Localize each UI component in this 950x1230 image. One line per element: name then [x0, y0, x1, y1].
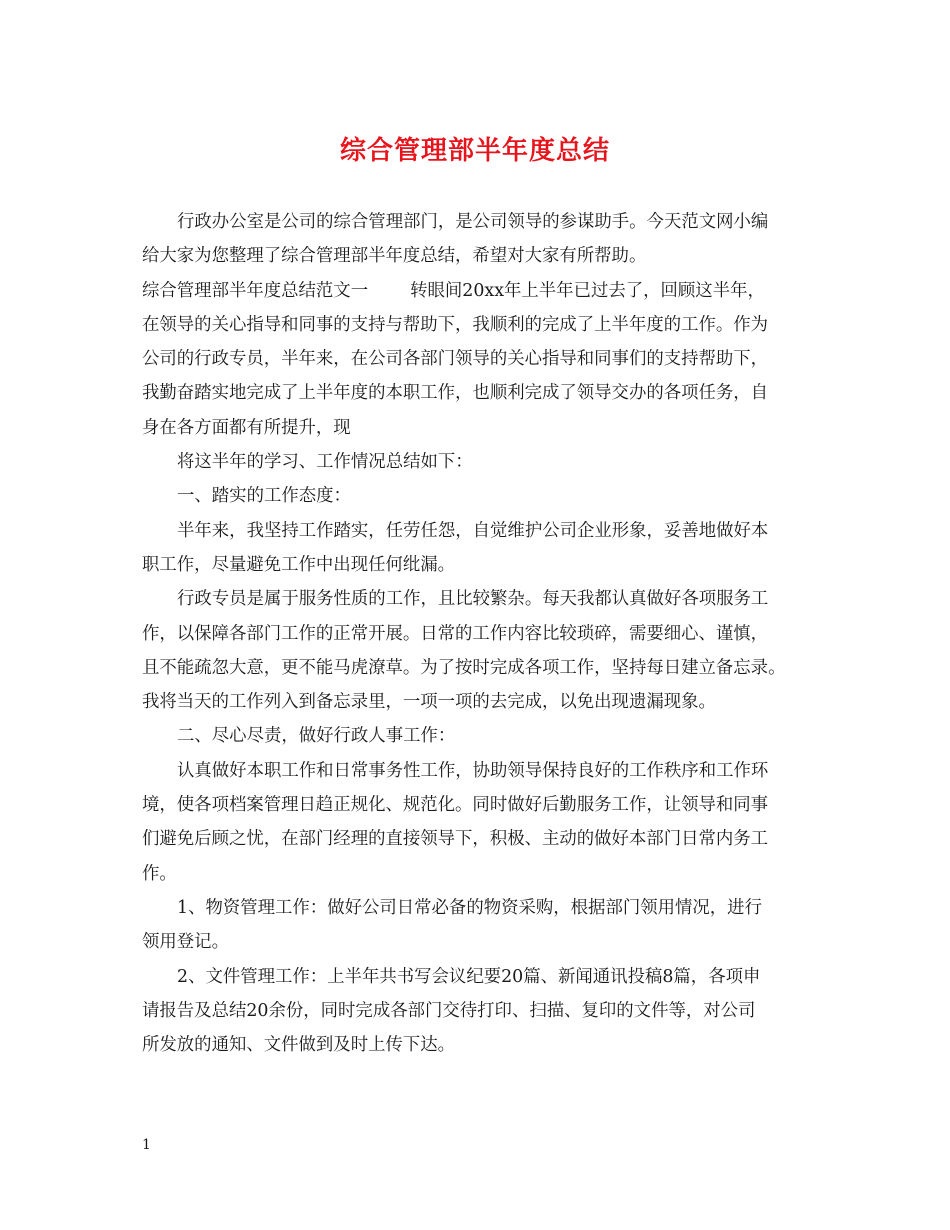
paragraph-text: 转眼间20xx年上半年已过去了，回顾这半年， [410, 280, 765, 301]
document-title: 综合管理部半年度总结 [339, 136, 610, 166]
section-heading: 二、尽心尽责，做好行政人事工作： [177, 726, 456, 747]
paragraph-line: 行政专员是属于服务性质的工作，且比较繁杂。每天我都认真做好各项服务工 [177, 589, 769, 610]
paragraph-line: 们避免后顾之忧，在部门经理的直接领导下，积极、主动的做好本部门日常内务工 [142, 829, 769, 850]
paragraph-line [142, 274, 818, 308]
page-number: 1 [142, 1137, 151, 1153]
paragraph-line: 在领导的关心指导和同事的支持与帮助下，我顺利的完成了上半年度的工作。作为 [142, 314, 769, 335]
paragraph-line: 2、文件管理工作：上半年共书写会议纪要20篇、新闻通讯投稿8篇，各项申 [177, 966, 761, 987]
paragraph-line: 1、物资管理工作：做好公司日常必备的物资采购，根据部门领用情况，进行 [177, 897, 762, 918]
paragraph-line: 将这半年的学习、工作情况总结如下： [177, 452, 473, 473]
paragraph-line: 所发放的通知、文件做到及时上传下达。 [142, 1035, 456, 1056]
paragraph-line: 我将当天的工作列入到备忘录里，一项一项的去完成，以免出现遗漏现象。 [142, 692, 716, 713]
paragraph-line: 请报告及总结20余份，同时完成各部门交待打印、扫描、复印的文件等，对公司 [142, 1000, 756, 1021]
paragraph-line: 作，以保障各部门工作的正常开展。日常的工作内容比较琐碎，需要细心、谨慎， [142, 623, 769, 644]
paragraph-line: 给大家为您整理了综合管理部半年度总结，希望对大家有所帮助。 [142, 246, 647, 267]
document-body [142, 205, 818, 1062]
paragraph-line: 行政办公室是公司的综合管理部门，是公司领导的参谋助手。今天范文网小编 [177, 212, 769, 232]
paragraph-line: 公司的行政专员，半年来，在公司各部门领导的关心指导和同事们的支持帮助下， [142, 349, 769, 370]
paragraph-line: 半年来，我坚持工作踏实，任劳任怨，自觉维护公司企业形象，妥善地做好本 [177, 520, 769, 541]
section-heading-sample: 综合管理部半年度总结范文一 [142, 280, 369, 301]
paragraph-line: 身在各方面都有所提升，现 [142, 417, 351, 438]
paragraph-line: 境，使各项档案管理日趋正规化、规范化。同时做好后勤服务工作，让领导和同事 [142, 795, 769, 816]
paragraph-line: 领用登记。 [142, 932, 229, 953]
paragraph-line: 且不能疏忽大意，更不能马虎潦草。为了按时完成各项工作，坚持每日建立备忘录。 [142, 657, 786, 678]
paragraph-line: 作。 [142, 863, 177, 884]
paragraph-line: 认真做好本职工作和日常事务性工作，协助领导保持良好的工作秩序和工作环 [177, 760, 769, 781]
paragraph-line: 职工作，尽量避免工作中出现任何纰漏。 [142, 554, 456, 575]
section-heading: 一、踏实的工作态度： [177, 486, 351, 507]
paragraph-line: 我勤奋踏实地完成了上半年度的本职工作，也顺利完成了领导交办的各项任务，自 [142, 383, 769, 404]
